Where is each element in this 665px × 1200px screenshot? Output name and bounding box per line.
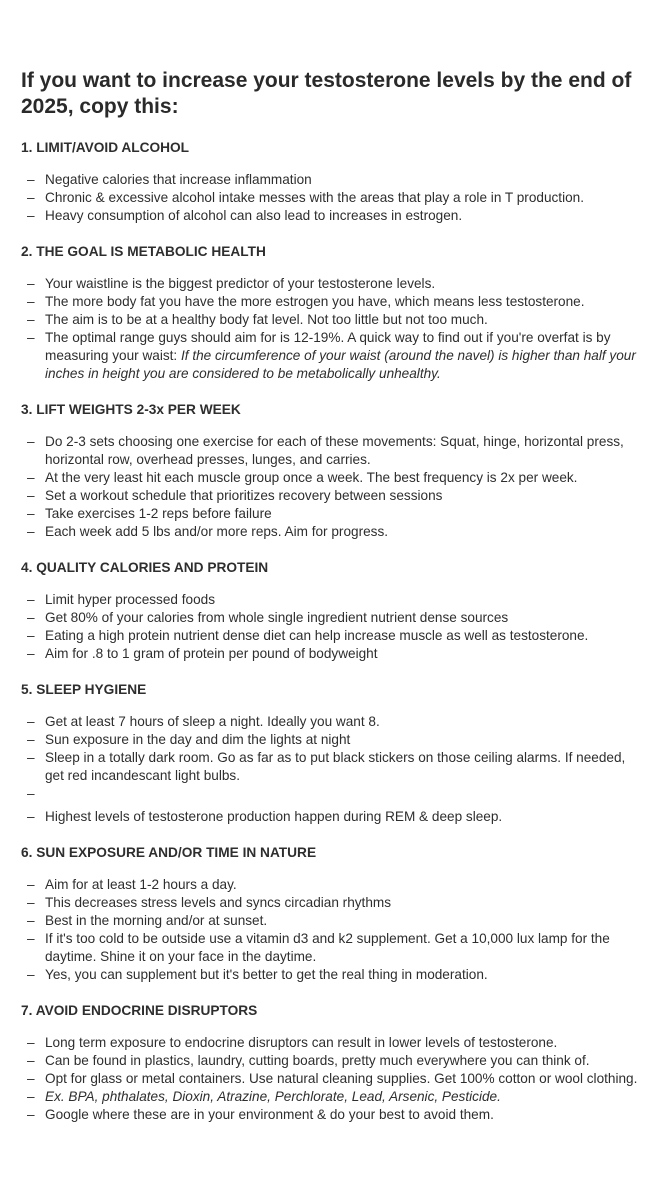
list-item bbox=[21, 876, 645, 894]
list-item-text: Can be found in plastics, laundry, cutting boards, pretty much everywhere you can think of. bbox=[45, 1053, 590, 1068]
section-4 bbox=[21, 559, 645, 663]
section-1 bbox=[21, 139, 645, 225]
list-item-text: Get 80% of your calories from whole single ingredient nutrient dense sources bbox=[45, 610, 509, 625]
list-item bbox=[21, 930, 645, 966]
list-item-text: Highest levels of testosterone production happen during REM & deep sleep. bbox=[45, 809, 503, 824]
dash-bullet-icon: – bbox=[27, 732, 35, 747]
sections-container bbox=[21, 139, 645, 1124]
list-item bbox=[21, 894, 645, 912]
list-item-text: This decreases stress levels and syncs circadian rhythms bbox=[45, 895, 392, 910]
dash-bullet-icon: – bbox=[27, 330, 35, 345]
list-item bbox=[21, 591, 645, 609]
list-item-text: Long term exposure to endocrine disruptors can result in lower levels of testosterone. bbox=[45, 1035, 558, 1050]
list-item bbox=[21, 1052, 645, 1070]
list-item bbox=[21, 1034, 645, 1052]
list-item-text: Each week add 5 lbs and/or more reps. Aim for progress. bbox=[45, 524, 389, 539]
dash-bullet-icon: – bbox=[27, 190, 35, 205]
list-item bbox=[21, 785, 645, 808]
list-item-text: Chronic & excessive alcohol intake messes with the areas that play a role in T production. bbox=[45, 190, 584, 205]
dash-bullet-icon: – bbox=[27, 524, 35, 539]
list-item bbox=[21, 912, 645, 930]
dash-bullet-icon: – bbox=[27, 646, 35, 661]
list-item bbox=[21, 505, 645, 523]
list-item-text: Your waistline is the biggest predictor of your testosterone levels. bbox=[45, 276, 436, 291]
list-item-text: If it's too cold to be outside use a vitamin d3 and k2 supplement. Get a 10,000 lux lamp for the daytime. Shine it on your face in the daytime. bbox=[45, 931, 610, 964]
bullet-list bbox=[21, 171, 645, 225]
list-item-text: Do 2-3 sets choosing one exercise for each of these movements: Squat, hinge, horizontal press, horizontal row, overhead presses, lunges, and carries. bbox=[45, 434, 624, 467]
list-item-text: Best in the morning and/or at sunset. bbox=[45, 913, 268, 928]
list-item-text: At the very least hit each muscle group once a week. The best frequency is 2x per week. bbox=[45, 470, 578, 485]
bullet-list bbox=[21, 876, 645, 984]
bullet-list bbox=[21, 1034, 645, 1124]
list-item-text: The aim is to be at a healthy body fat level. Not too little but not too much. bbox=[45, 312, 488, 327]
list-item bbox=[21, 189, 645, 207]
list-item bbox=[21, 1070, 645, 1088]
list-item bbox=[21, 713, 645, 731]
section-6 bbox=[21, 844, 645, 984]
dash-bullet-icon: – bbox=[27, 786, 35, 801]
dash-bullet-icon: – bbox=[27, 592, 35, 607]
dash-bullet-icon: – bbox=[27, 1071, 35, 1086]
list-item-text: The optimal range guys should aim for is 12-19%. A quick way to find out if you're overfat is by measuring your waist: bbox=[45, 330, 611, 363]
dash-bullet-icon: – bbox=[27, 1089, 35, 1104]
dash-bullet-icon: – bbox=[27, 967, 35, 982]
dash-bullet-icon: – bbox=[27, 750, 35, 765]
list-item bbox=[21, 1106, 645, 1124]
list-item bbox=[21, 433, 645, 469]
list-item-text: Negative calories that increase inflammation bbox=[45, 172, 312, 187]
list-item-text: Google where these are in your environment & do your best to avoid them. bbox=[45, 1107, 494, 1122]
bullet-list bbox=[21, 591, 645, 663]
list-item bbox=[21, 275, 645, 293]
list-item-text: Opt for glass or metal containers. Use natural cleaning supplies. Get 100% cotton or wool clothing. bbox=[45, 1071, 638, 1086]
section-heading: 5. SLEEP HYGIENE bbox=[21, 682, 147, 697]
section-heading: 7. AVOID ENDOCRINE DISRUPTORS bbox=[21, 1003, 258, 1018]
list-item bbox=[21, 311, 645, 329]
list-item bbox=[21, 469, 645, 487]
dash-bullet-icon: – bbox=[27, 1107, 35, 1122]
list-item bbox=[21, 171, 645, 189]
dash-bullet-icon: – bbox=[27, 877, 35, 892]
list-item bbox=[21, 523, 645, 541]
section-3 bbox=[21, 401, 645, 541]
list-item bbox=[21, 1088, 645, 1106]
dash-bullet-icon: – bbox=[27, 895, 35, 910]
dash-bullet-icon: – bbox=[27, 276, 35, 291]
list-item bbox=[21, 731, 645, 749]
dash-bullet-icon: – bbox=[27, 809, 35, 824]
list-item bbox=[21, 609, 645, 627]
list-item bbox=[21, 207, 645, 225]
list-item-text: Set a workout schedule that prioritizes recovery between sessions bbox=[45, 488, 443, 503]
bullet-list bbox=[21, 275, 645, 383]
section-7 bbox=[21, 1002, 645, 1124]
dash-bullet-icon: – bbox=[27, 1035, 35, 1050]
list-item bbox=[21, 329, 645, 383]
list-item bbox=[21, 293, 645, 311]
list-item-text: Aim for at least 1-2 hours a day. bbox=[45, 877, 237, 892]
page-title: If you want to increase your testosterone levels by the end of 2025, copy this: bbox=[21, 69, 632, 118]
list-item-text: Yes, you can supplement but it's better to get the real thing in moderation. bbox=[45, 967, 488, 982]
section-5 bbox=[21, 681, 645, 826]
dash-bullet-icon: – bbox=[27, 913, 35, 928]
dash-bullet-icon: – bbox=[27, 610, 35, 625]
list-item bbox=[21, 645, 645, 663]
section-heading: 2. THE GOAL IS METABOLIC HEALTH bbox=[21, 244, 266, 259]
dash-bullet-icon: – bbox=[27, 714, 35, 729]
list-item-text: Get at least 7 hours of sleep a night. Ideally you want 8. bbox=[45, 714, 380, 729]
dash-bullet-icon: – bbox=[27, 312, 35, 327]
list-item bbox=[21, 966, 645, 984]
list-item bbox=[21, 749, 645, 785]
list-item-text: Limit hyper processed foods bbox=[45, 592, 216, 607]
dash-bullet-icon: – bbox=[27, 434, 35, 449]
list-item bbox=[21, 487, 645, 505]
list-item-italic-text: If the circumference of your waist (around the navel) is higher than half your inches in height you are considered to be metabolically unhealthy. bbox=[45, 348, 636, 381]
section-heading: 4. QUALITY CALORIES AND PROTEIN bbox=[21, 560, 269, 575]
list-item-text: Sun exposure in the day and dim the lights at night bbox=[45, 732, 351, 747]
bullet-list bbox=[21, 433, 645, 541]
section-heading: 6. SUN EXPOSURE AND/OR TIME IN NATURE bbox=[21, 845, 317, 860]
list-item-text: Take exercises 1-2 reps before failure bbox=[45, 506, 272, 521]
list-item bbox=[21, 627, 645, 645]
list-item-text: Sleep in a totally dark room. Go as far as to put black stickers on those ceiling alarms. If needed, get red incandescant light bulbs. bbox=[45, 750, 626, 783]
list-item-text: Heavy consumption of alcohol can also lead to increases in estrogen. bbox=[45, 208, 463, 223]
dash-bullet-icon: – bbox=[27, 1053, 35, 1068]
section-heading: 3. LIFT WEIGHTS 2-3x PER WEEK bbox=[21, 402, 241, 417]
list-item-text: Eating a high protein nutrient dense diet can help increase muscle as well as testosterone. bbox=[45, 628, 589, 643]
dash-bullet-icon: – bbox=[27, 628, 35, 643]
dash-bullet-icon: – bbox=[27, 172, 35, 187]
list-item-italic-text: Ex. BPA, phthalates, Dioxin, Atrazine, Perchlorate, Lead, Arsenic, Pesticide. bbox=[45, 1089, 501, 1104]
dash-bullet-icon: – bbox=[27, 488, 35, 503]
dash-bullet-icon: – bbox=[27, 208, 35, 223]
section-2 bbox=[21, 243, 645, 383]
dash-bullet-icon: – bbox=[27, 470, 35, 485]
dash-bullet-icon: – bbox=[27, 506, 35, 521]
list-item-text: Aim for .8 to 1 gram of protein per pound of bodyweight bbox=[45, 646, 378, 661]
list-item bbox=[21, 808, 645, 826]
section-heading: 1. LIMIT/AVOID ALCOHOL bbox=[21, 140, 190, 155]
dash-bullet-icon: – bbox=[27, 294, 35, 309]
list-item-text: The more body fat you have the more estrogen you have, which means less testosterone. bbox=[45, 294, 585, 309]
dash-bullet-icon: – bbox=[27, 931, 35, 946]
bullet-list bbox=[21, 713, 645, 826]
